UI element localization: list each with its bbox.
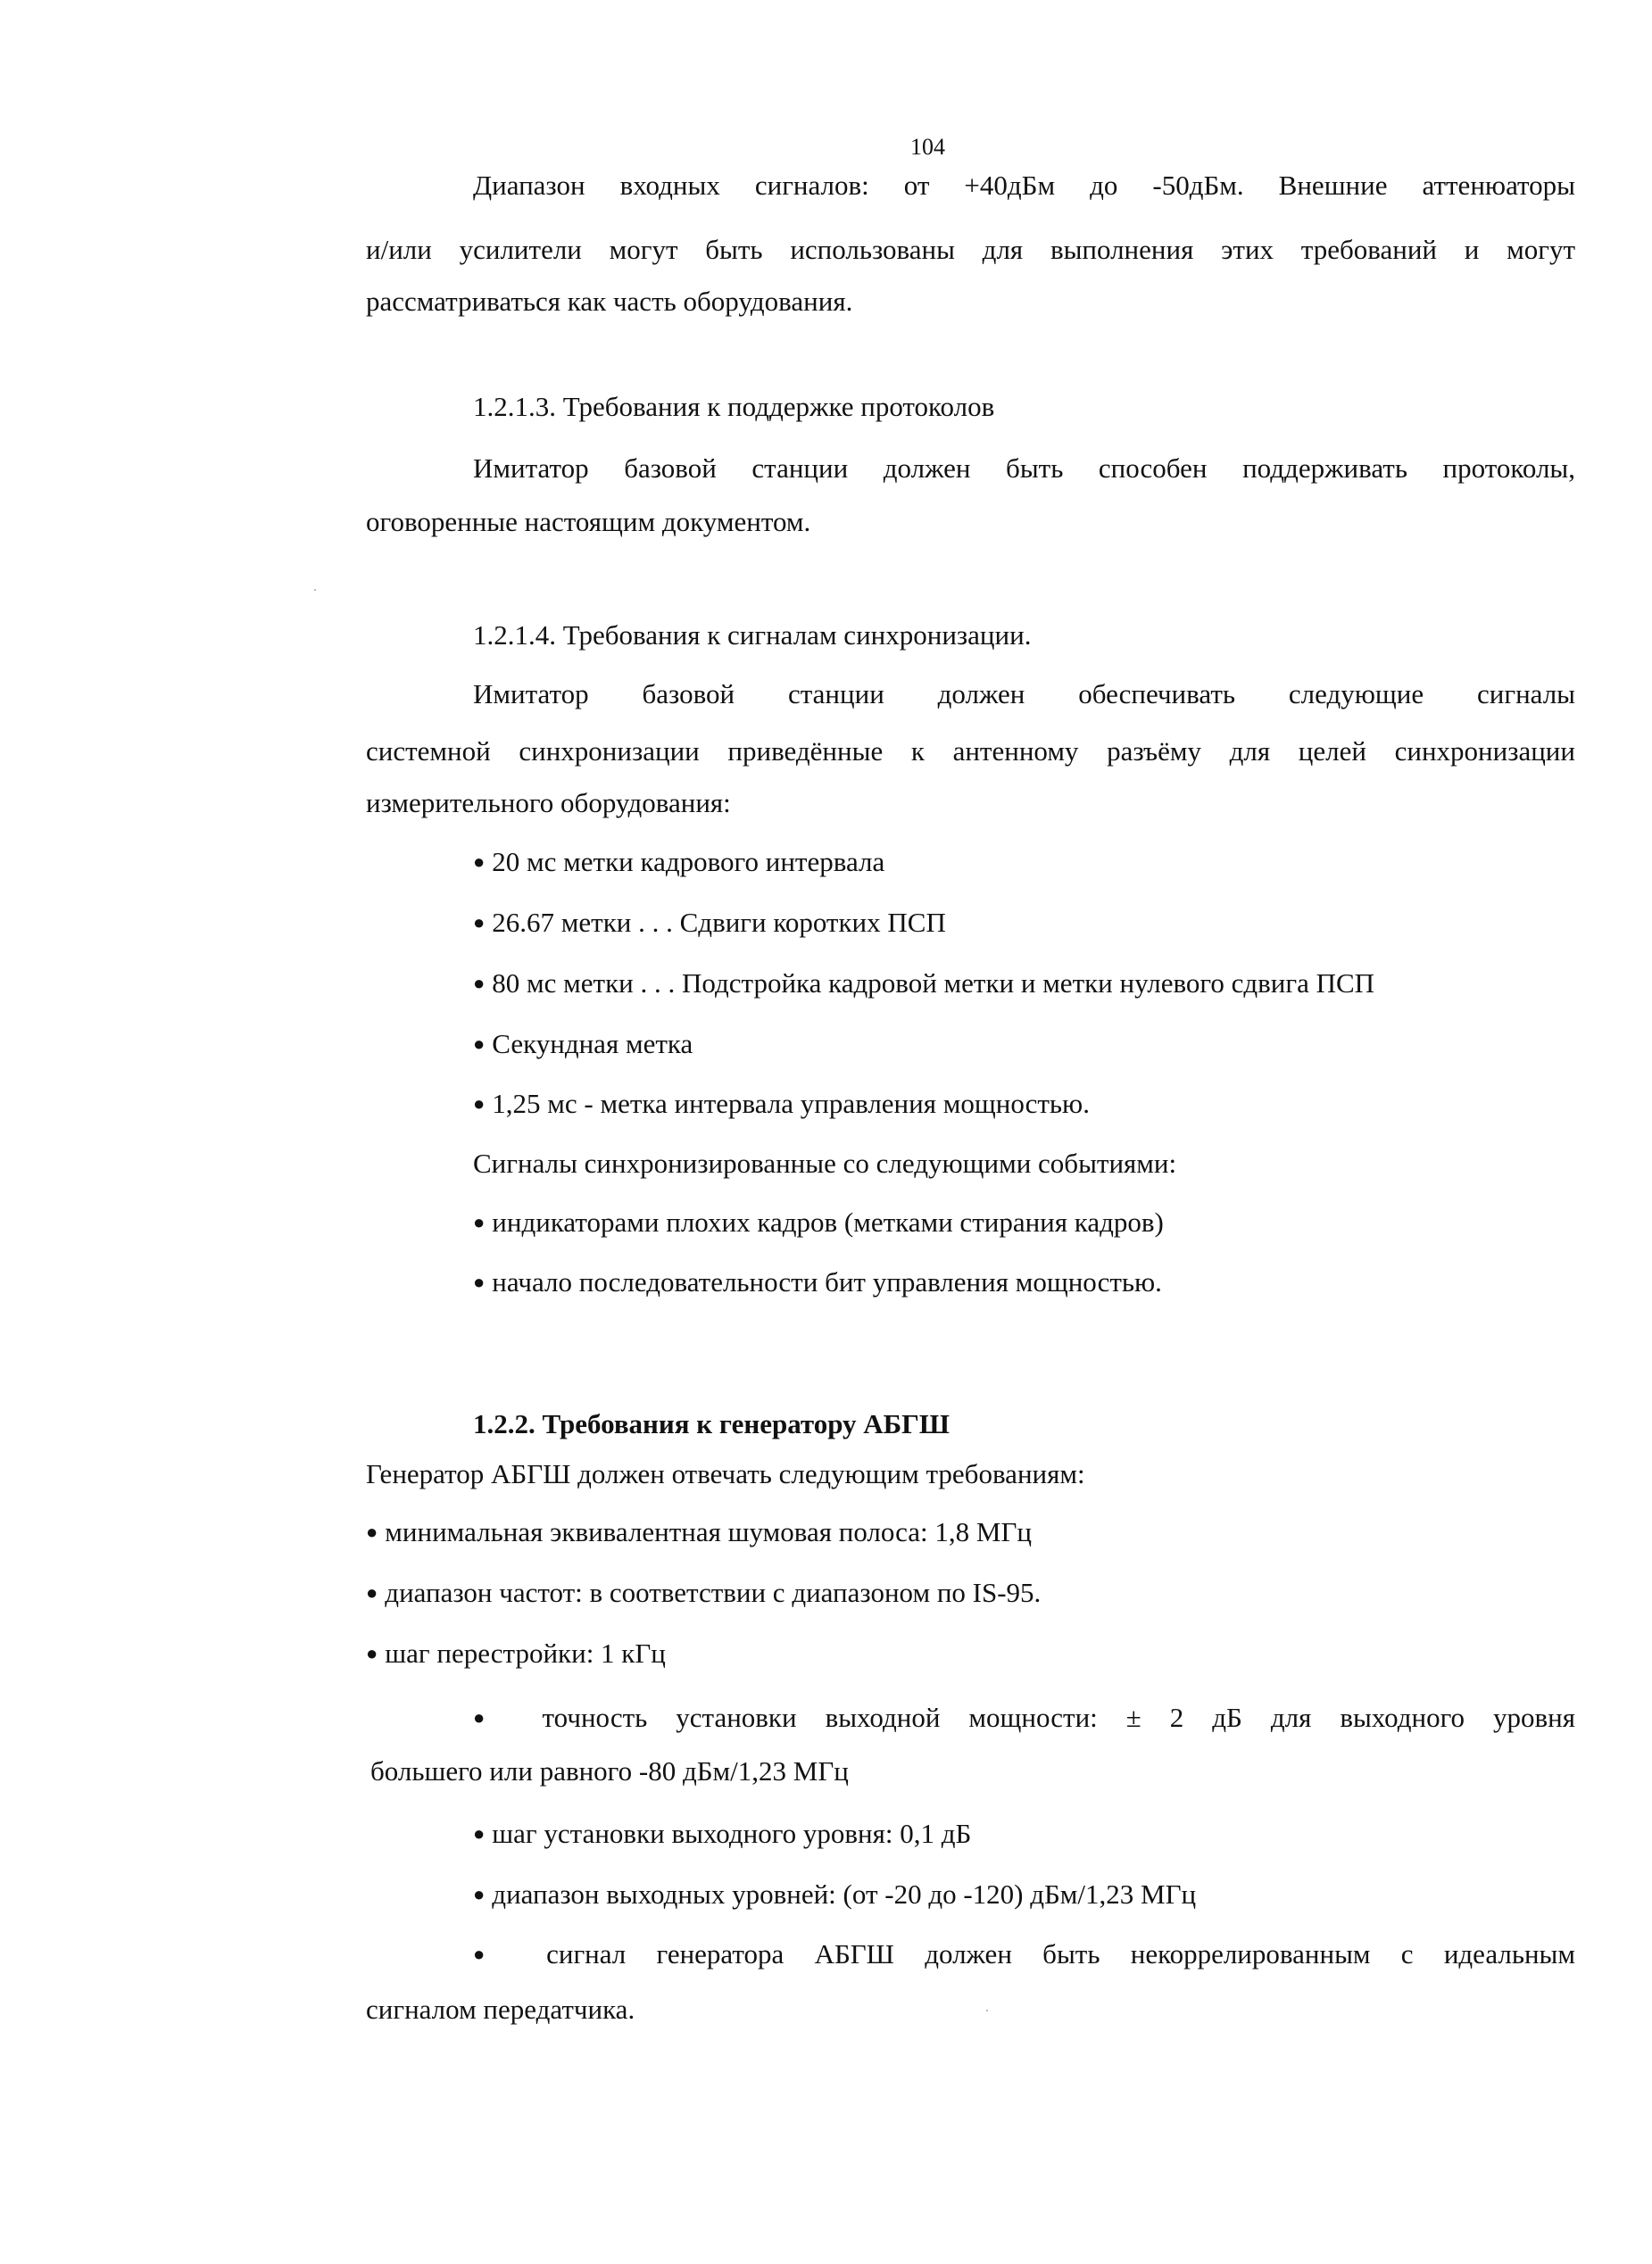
bullet-icon: ● — [473, 1943, 509, 1965]
sync-bullet-item — [473, 1026, 693, 1065]
scan-speck — [314, 589, 316, 591]
bullet-icon: ● — [366, 1642, 378, 1664]
level-bullet-text: шаг установки выходного уровня: 0,1 дБ — [492, 1818, 972, 1849]
sync-bullet-item — [473, 844, 884, 883]
section-1214-line-2: системной синхронизации приведённые к антенному разъёму для целей синхронизации — [366, 735, 1575, 767]
intro-line-1: Диапазон входных сигналов: от +40дБм до -50дБм. Внешние аттенюаторы — [473, 170, 1575, 201]
level-bullet-item — [473, 1816, 971, 1854]
sync-bullet-item — [473, 905, 946, 943]
bullet-icon: ● — [473, 1032, 486, 1055]
noise-bullet-text: диапазон частот: в соответствии с диапазоном по IS-95. — [385, 1577, 1042, 1608]
accuracy-line-2: большего или равного -80 дБм/1,23 МГц — [370, 1755, 849, 1787]
section-1214-line-1: Имитатор базовой станции должен обеспечивать следующие сигналы — [473, 678, 1575, 709]
level-bullet-text: диапазон выходных уровней: (от -20 до -120) дБм/1,23 МГц — [492, 1878, 1197, 1910]
section-122-intro: Генератор АБГШ должен отвечать следующим требованиям: — [366, 1458, 1085, 1489]
bullet-icon: ● — [366, 1521, 378, 1543]
section-122-heading: 1.2.2. Требования к генератору АБГШ — [473, 1408, 950, 1439]
section-1213-heading: 1.2.1.3. Требования к поддержке протоколов — [473, 391, 995, 422]
level-bullet-item — [473, 1877, 1196, 1915]
sync-bullet-item — [473, 1086, 1090, 1124]
sync-bullet-text: 20 мс метки кадрового интервала — [492, 846, 885, 877]
section-1214-line-3: измерительного оборудования: — [366, 787, 731, 818]
sync-bullet-text: 1,25 мс - метка интервала управления мощностью. — [492, 1088, 1090, 1119]
noise-bullet-item — [366, 1636, 666, 1674]
sync-bullet-text: 80 мс метки . . . Подстройка кадровой метки и метки нулевого сдвига ПСП — [492, 967, 1375, 999]
section-1213-line-2: оговоренные настоящим документом. — [366, 506, 811, 537]
bullet-icon: ● — [473, 911, 486, 933]
accuracy-line-1 — [473, 1700, 1575, 1738]
intro-line-3: рассматриваться как часть оборудования. — [366, 286, 853, 317]
noise-bullet-text: минимальная эквивалентная шумовая полоса: 1,8 МГц — [385, 1516, 1032, 1547]
uncorrelated-line-2: сигналом передатчика. — [366, 1994, 635, 2025]
bullet-icon: ● — [473, 850, 486, 873]
intro-line-2: и/или усилители могут быть использованы для выполнения этих требований и могут — [366, 234, 1575, 265]
uncorrelated-line-1 — [473, 1936, 1575, 1975]
noise-bullet-item — [366, 1514, 1032, 1553]
uncorrelated-text: сигнал генератора АБГШ должен быть некоррелированным с идеальным — [546, 1938, 1575, 1970]
bullet-icon: ● — [473, 1822, 486, 1845]
sync-events-intro: Сигналы синхронизированные со следующими событиями: — [473, 1148, 1177, 1179]
bullet-icon: ● — [366, 1581, 378, 1604]
page-number: 104 — [910, 134, 945, 160]
event-bullet-text: начало последовательности бит управления мощностью. — [492, 1266, 1162, 1298]
section-1214-heading: 1.2.1.4. Требования к сигналам синхронизации. — [473, 619, 1032, 651]
bullet-icon: ● — [473, 972, 486, 994]
bullet-icon: ● — [473, 1883, 486, 1905]
accuracy-text: точность установки выходной мощности: ± 2 дБ для выходного уровня — [542, 1702, 1575, 1733]
bullet-icon: ● — [473, 1092, 486, 1115]
event-bullet-item — [473, 1205, 1164, 1243]
sync-bullet-text: 26.67 метки . . . Сдвиги коротких ПСП — [492, 907, 946, 938]
sync-bullet-text: Секундная метка — [492, 1028, 693, 1059]
event-bullet-text: индикаторами плохих кадров (метками стирания кадров) — [492, 1207, 1164, 1238]
scan-speck — [986, 2010, 988, 2011]
noise-bullet-item — [366, 1575, 1041, 1613]
bullet-icon: ● — [473, 1706, 507, 1729]
bullet-icon: ● — [473, 1211, 486, 1233]
bullet-icon: ● — [473, 1271, 486, 1293]
sync-bullet-item — [473, 966, 1374, 1004]
noise-bullet-text: шаг перестройки: 1 кГц — [385, 1638, 666, 1669]
event-bullet-item — [473, 1265, 1162, 1303]
section-1213-line-1: Имитатор базовой станции должен быть способен поддерживать протоколы, — [473, 452, 1575, 484]
